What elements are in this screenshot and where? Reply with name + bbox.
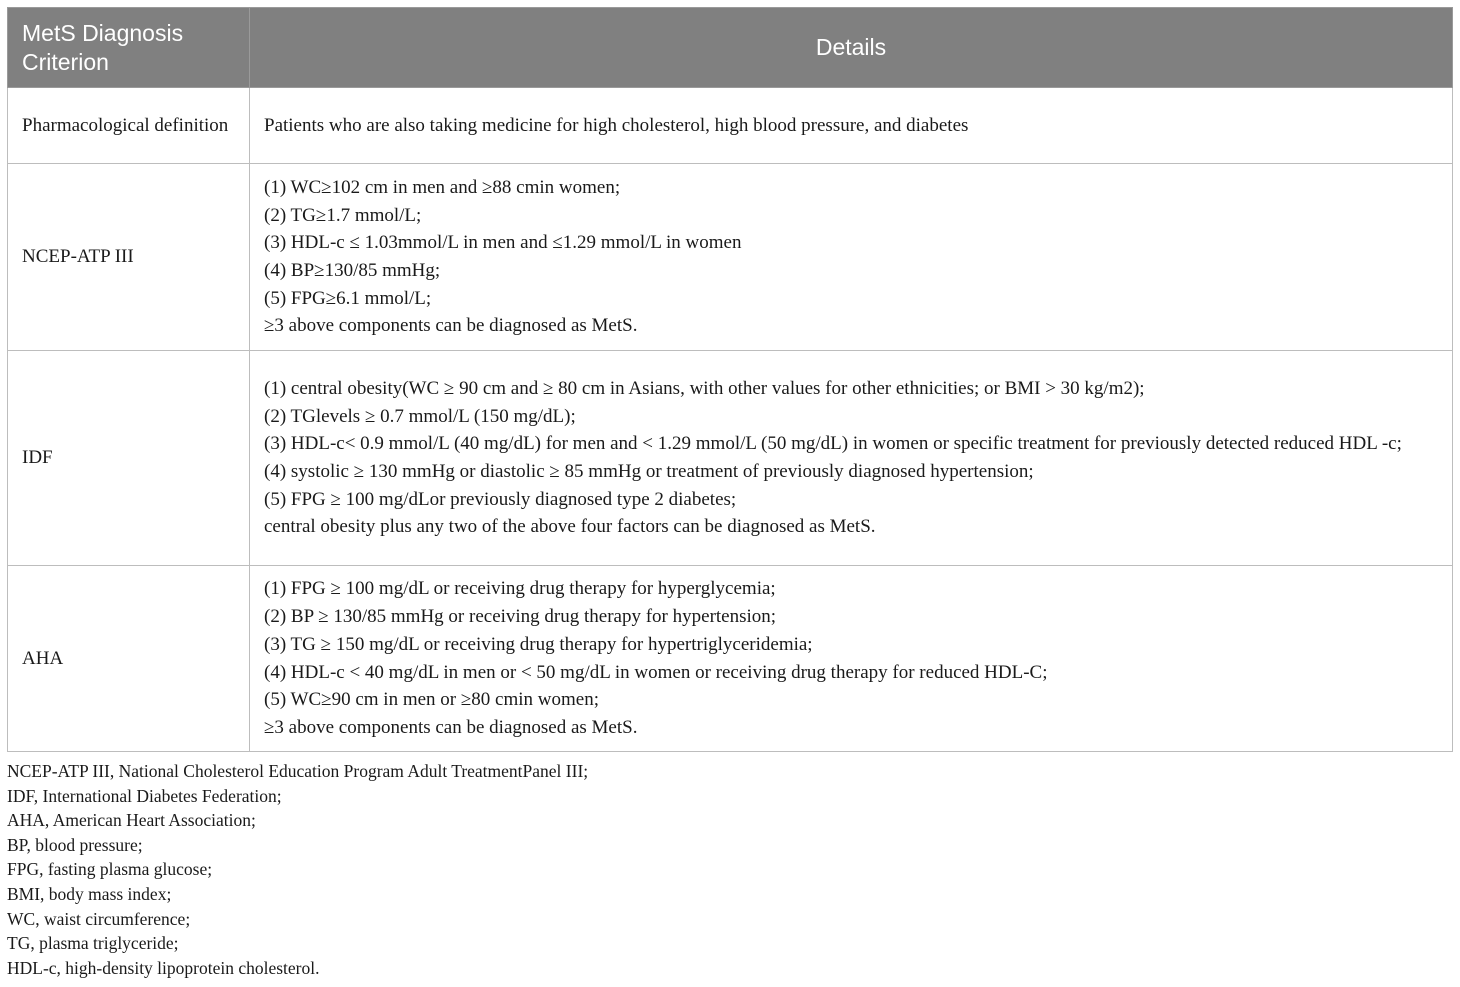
criterion-cell: IDF [8,351,250,566]
detail-line: (3) TG ≥ 150 mg/dL or receiving drug therapy for hypertriglyceridemia; [264,633,813,655]
detail-line: (2) BP ≥ 130/85 mmHg or receiving drug therapy for hypertension; [264,606,777,628]
detail-line: ≥3 above components can be diagnosed as MetS. [264,716,638,738]
details-cell [250,351,1453,566]
criterion-cell: NCEP-ATP III [8,164,250,351]
detail-line: (1) FPG ≥ 100 mg/dL or receiving drug therapy for hyperglycemia; [264,578,776,600]
detail-line: ≥3 above components can be diagnosed as MetS. [264,315,638,337]
table-row-idf [8,351,1453,566]
footnote: AHA, American Heart Association; [7,810,256,831]
header-details: Details [250,8,1453,88]
details-cell [250,566,1453,752]
detail-line: (2) TGlevels ≥ 0.7 mmol/L (150 mg/dL); [264,405,576,427]
detail-line: (5) WC≥90 cm in men or ≥80 cmin women; [264,689,600,711]
footnote: BMI, body mass index; [7,883,172,904]
detail-line: (1) central obesity(WC ≥ 90 cm and ≥ 80 cm in Asians, with other values for other ethnicities; or BMI > 30 kg/m2); [264,377,1145,399]
table-footnotes [7,759,1453,980]
details-cell [250,164,1453,351]
detail-line: (2) TG≥1.7 mmol/L; [264,204,422,226]
details-cell [250,88,1453,164]
table-row-aha [8,566,1453,752]
detail-line: (1) WC≥102 cm in men and ≥88 cmin women; [264,176,621,198]
detail-line: (5) FPG ≥ 100 mg/dLor previously diagnosed type 2 diabetes; [264,488,737,510]
footnote: BP, blood pressure; [7,834,143,855]
detail-line: central obesity plus any two of the above four factors can be diagnosed as MetS. [264,516,876,538]
detail-line: (4) BP≥130/85 mmHg; [264,260,441,281]
detail-line: (5) FPG≥6.1 mmol/L; [264,287,432,309]
footnote: NCEP-ATP III, National Cholesterol Education Program Adult TreatmentPanel III; [7,761,589,781]
footnote: WC, waist circumference; [7,908,191,929]
header-criterion: MetS Diagnosis Criterion [8,8,250,88]
footnote: HDL-c, high-density lipoprotein cholesterol. [7,957,320,978]
footnote: IDF, International Diabetes Federation; [7,785,282,806]
table-row-ncep-atp-iii [8,164,1453,351]
footnote: TG, plasma triglyceride; [7,933,179,954]
detail-line: (3) HDL-c ≤ 1.03mmol/L in men and ≤1.29 mmol/L in women [264,232,742,254]
footnote: FPG, fasting plasma glucose; [7,859,213,880]
criterion-cell: AHA [8,566,250,752]
detail-line: Patients who are also taking medicine for high cholesterol, high blood pressure, and diabetes [264,114,969,136]
detail-line: (4) HDL-c < 40 mg/dL in men or < 50 mg/dL in women or receiving drug therapy for reduced HDL-C; [264,661,1048,683]
table-row-pharmacological [8,88,1453,164]
detail-line: (4) systolic ≥ 130 mmHg or diastolic ≥ 85 mmHg or treatment of previously diagnosed hypertension; [264,461,1034,482]
criteria-table-container [7,7,1453,752]
table-header-row [8,8,1453,88]
criterion-cell: Pharmacological definition [8,88,250,164]
detail-line: (3) HDL-c< 0.9 mmol/L (40 mg/dL) for men and < 1.29 mmol/L (50 mg/dL) in women or specific treatment for previously detected reduced HDL -c; [264,433,1402,455]
mets-criteria-table [7,7,1453,752]
